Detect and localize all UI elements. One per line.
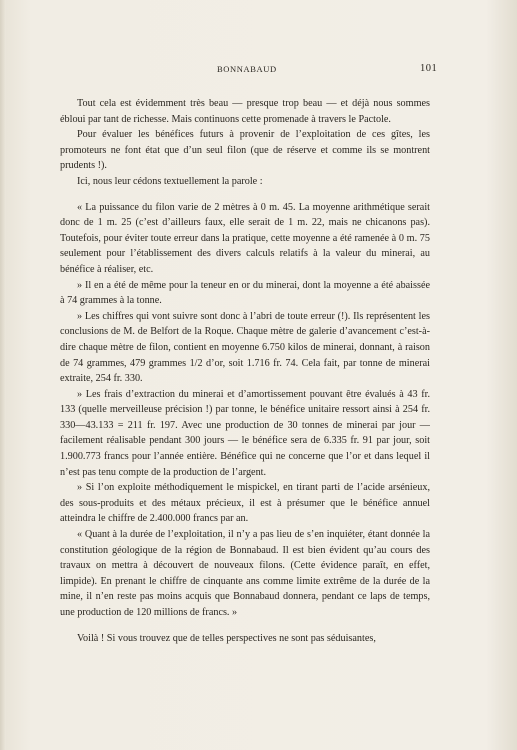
paragraph: Ici, nous leur cédons textuellement la parole : bbox=[77, 175, 263, 187]
page-edge-shadow bbox=[0, 0, 6, 750]
paragraph: Pour évaluer les bénéfices futurs à provenir de l’exploitation de ces gîtes, les promoteurs ne font état que d’un seul filon (que de réserve et comme ils se montrent prudents !). bbox=[60, 129, 430, 172]
quoted-paragraph: » Les frais d’extraction du minerai et d’amortissement pouvant être évalués à 43 fr. 133 (quelle merveilleuse précision !) par tonne, le bénéfice unitaire ressort ainsi à 254 fr. 330—43.133 = 211 fr. 197. Avec une production de 30 tonnes de minerai par jour — facilement réalisable pendant 300 jours — le bénéfice sera de 6.335 fr. 91 par jour, soit 1.900.773 francs pour l’année entière. Bénéfice qui ne concerne que l’or et dans lequel il n’est pas tenu compte de la production de l’argent. bbox=[60, 388, 430, 478]
page-number: 101 bbox=[420, 63, 438, 74]
paragraph: Tout cela est évidemment très beau — presque trop beau — et déjà nous sommes ébloui par tant de richesse. Mais continuons cette promenade à travers le Pactole. bbox=[60, 98, 430, 125]
running-title: BONNABAUD bbox=[217, 64, 277, 74]
quoted-paragraph: » Il en a été de même pour la teneur en or du minerai, dont la moyenne a été abaissée à 74 grammes à la tonne. bbox=[60, 279, 430, 307]
quoted-paragraph: « La puissance du filon varie de 2 mètres à 0 m. 45. La moyenne arithmétique serait donc de 1 m. 25 (c’est d’ailleurs faux, elle serait de 1 m. 22, mais ne chicanons pas). Toutefois, pour éviter toute erreur dans la pratique, cette moyenne a été ramenée à 0 m. 75 seulement pour l’établissement des divers calculs relatifs à la valeur du minerai, au bénéfice à réaliser, etc. bbox=[60, 201, 430, 275]
page-header bbox=[40, 64, 440, 78]
body-text bbox=[60, 96, 430, 646]
quoted-paragraph: « Quant à la durée de l’exploitation, il n’y a pas lieu de s’en inquiéter, étant donnée la constitution géologique de la région de Bonnabaud. Il est bien évident qu’au cours des travaux on mettra à découvert de nouveaux filons. (Cette évidence paraît, en effet, limpide). En prenant le chiffre de cinquante ans comme limite extrême de la durée de la mine, il n’en reste pas moins acquis que Bonnabaud donnera, pendant ce laps de temps, une production de 120 millions de francs. » bbox=[60, 529, 430, 618]
paragraph: Voilà ! Si vous trouvez que de telles perspectives ne sont pas séduisantes, bbox=[77, 632, 376, 644]
quoted-paragraph: » Si l’on exploite méthodiquement le mispickel, en tirant parti de l’acide arsénieux, des sous-produits et des métaux précieux, il est à présumer que le bénéfice annuel atteindra le chiffre de 2.400.000 francs par an. bbox=[60, 482, 430, 525]
quoted-paragraph: » Les chiffres qui vont suivre sont donc à l’abri de toute erreur (!). Ils représentent les conclusions de M. de Belfort de la Roque. Chaque mètre de galerie d’avancement c’est-à-dire chaque mètre de filon, contient en moyenne 6.750 kilos de minerai, donnant, à raison de 74 grammes, 479 grammes 1/2 d’or, soit 1.716 fr. 74. Cela fait, par tonne de minerai extraite, 254 fr. 330. bbox=[60, 310, 430, 385]
